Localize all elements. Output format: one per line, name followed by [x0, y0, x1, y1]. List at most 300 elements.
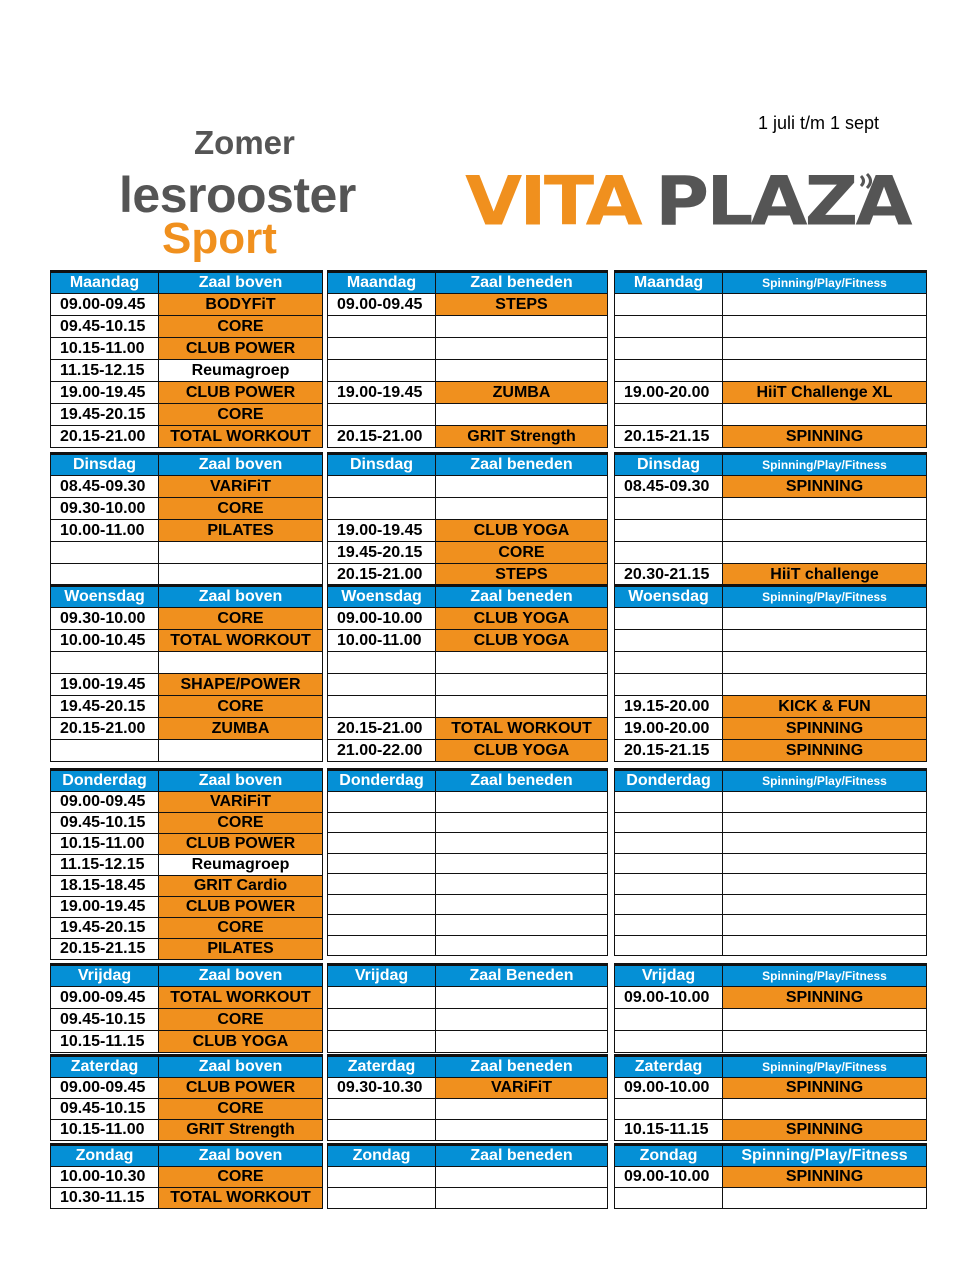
table-row — [328, 718, 608, 740]
room-header: Zaal beneden — [436, 454, 608, 476]
class-cell — [436, 674, 608, 696]
table-row — [615, 915, 927, 936]
class-cell: SPINNING — [723, 1120, 927, 1141]
class-cell: CLUB YOGA — [159, 1031, 323, 1053]
class-cell — [436, 652, 608, 674]
time-cell — [328, 674, 436, 696]
time-cell: 10.15-11.00 — [51, 834, 159, 855]
table-row — [51, 382, 323, 404]
schedule-boven-vrijdag — [50, 963, 323, 1053]
logo-part-2: PLAZA — [655, 162, 910, 242]
time-cell: 19.45-20.15 — [51, 918, 159, 939]
time-cell: 19.00-20.00 — [615, 718, 723, 740]
table-row — [328, 1078, 608, 1099]
room-header: Zaal boven — [159, 1056, 323, 1078]
day-header: Woensdag — [328, 586, 436, 608]
table-row — [51, 542, 323, 564]
table-row — [615, 542, 927, 564]
logo-part-1: VITA — [465, 162, 640, 242]
time-cell: 09.45-10.15 — [51, 813, 159, 834]
room-header: Spinning/Play/Fitness — [723, 272, 927, 294]
table-row — [328, 894, 608, 915]
room-header: Zaal Beneden — [436, 965, 608, 987]
time-cell: 11.15-12.15 — [51, 855, 159, 876]
time-cell — [328, 360, 436, 382]
time-cell — [615, 674, 723, 696]
time-cell: 09.00-10.00 — [328, 608, 436, 630]
table-row — [615, 812, 927, 833]
class-cell — [436, 812, 608, 833]
table-row — [51, 740, 323, 762]
table-row — [615, 874, 927, 895]
class-cell: GRIT Strength — [159, 1120, 323, 1141]
table-row — [51, 1031, 323, 1053]
table-row — [615, 853, 927, 874]
time-cell — [328, 1188, 436, 1209]
class-cell: CLUB POWER — [159, 897, 323, 918]
table-row — [615, 476, 927, 498]
table-row — [328, 520, 608, 542]
table-row — [615, 1120, 927, 1141]
time-cell — [615, 1031, 723, 1053]
class-cell: SHAPE/POWER — [159, 674, 323, 696]
table-row — [328, 874, 608, 895]
table-row — [615, 718, 927, 740]
table-row — [328, 1099, 608, 1120]
time-cell: 10.15-11.15 — [615, 1120, 723, 1141]
class-cell — [723, 404, 927, 426]
class-cell — [723, 915, 927, 936]
class-cell — [723, 498, 927, 520]
time-cell: 19.00-19.45 — [51, 674, 159, 696]
schedule-spinning-donderdag — [614, 768, 927, 956]
table-row — [51, 520, 323, 542]
time-cell: 20.15-21.15 — [51, 939, 159, 960]
time-cell: 08.45-09.30 — [615, 476, 723, 498]
table-row — [328, 382, 608, 404]
day-header: Donderdag — [615, 770, 723, 792]
class-cell — [436, 894, 608, 915]
table-row — [51, 792, 323, 813]
class-cell — [723, 1031, 927, 1053]
schedule-beneden-dinsdag — [327, 452, 608, 586]
table-row — [615, 426, 927, 448]
class-cell: BODYFiT — [159, 294, 323, 316]
class-cell: Reumagroep — [159, 360, 323, 382]
table-row — [51, 1120, 323, 1141]
time-cell — [328, 833, 436, 854]
class-cell — [723, 294, 927, 316]
table-row — [51, 630, 323, 652]
class-cell — [436, 874, 608, 895]
time-cell — [328, 874, 436, 895]
class-cell — [436, 338, 608, 360]
table-row — [615, 792, 927, 813]
class-cell — [436, 1099, 608, 1120]
time-cell — [328, 316, 436, 338]
class-cell — [723, 792, 927, 813]
class-cell — [723, 360, 927, 382]
table-row — [51, 834, 323, 855]
class-cell: CORE — [436, 542, 608, 564]
schedule-beneden-maandag — [327, 270, 608, 448]
time-cell — [615, 542, 723, 564]
table-row — [615, 987, 927, 1009]
time-cell: 08.45-09.30 — [51, 476, 159, 498]
class-cell: SPINNING — [723, 718, 927, 740]
class-cell: STEPS — [436, 294, 608, 316]
table-row — [328, 360, 608, 382]
schedule-spinning-maandag — [614, 270, 927, 448]
day-header: Vrijdag — [51, 965, 159, 987]
class-cell: CORE — [159, 608, 323, 630]
table-row — [328, 696, 608, 718]
schedule-spinning-zaterdag — [614, 1054, 927, 1141]
day-header: Dinsdag — [328, 454, 436, 476]
class-cell — [436, 1188, 608, 1209]
table-row — [615, 674, 927, 696]
time-cell — [328, 915, 436, 936]
time-cell: 09.00-09.45 — [328, 294, 436, 316]
time-cell: 18.15-18.45 — [51, 876, 159, 897]
schedule-boven-donderdag — [50, 768, 323, 960]
table-row — [615, 1031, 927, 1053]
time-cell: 20.15-21.00 — [51, 718, 159, 740]
vitaplaza-logo — [455, 162, 910, 242]
time-cell — [615, 652, 723, 674]
table-row — [328, 674, 608, 696]
time-cell: 20.15-21.00 — [51, 426, 159, 448]
class-cell — [436, 696, 608, 718]
time-cell — [328, 935, 436, 956]
time-cell — [615, 812, 723, 833]
time-cell: 10.00-10.45 — [51, 630, 159, 652]
room-header: Zaal boven — [159, 965, 323, 987]
class-cell: CLUB YOGA — [436, 630, 608, 652]
time-cell: 20.15-21.15 — [615, 426, 723, 448]
table-row — [615, 1099, 927, 1120]
table-row — [328, 652, 608, 674]
table-row — [328, 542, 608, 564]
time-cell: 19.45-20.15 — [51, 696, 159, 718]
class-cell: CORE — [159, 404, 323, 426]
room-header: Spinning/Play/Fitness — [723, 770, 927, 792]
table-row — [51, 1009, 323, 1031]
class-cell: GRIT Strength — [436, 426, 608, 448]
page-title-lesrooster: lesrooster — [119, 167, 356, 223]
room-header: Spinning/Play/Fitness — [723, 965, 927, 987]
time-cell: 20.15-21.00 — [328, 564, 436, 586]
table-row — [615, 1188, 927, 1209]
room-header: Spinning/Play/Fitness — [723, 586, 927, 608]
room-header: Zaal boven — [159, 770, 323, 792]
class-cell — [723, 812, 927, 833]
time-cell: 19.00-19.45 — [51, 382, 159, 404]
class-cell: CORE — [159, 918, 323, 939]
class-cell: CORE — [159, 316, 323, 338]
time-cell — [615, 894, 723, 915]
table-row — [51, 855, 323, 876]
class-cell: CORE — [159, 1167, 323, 1188]
time-cell: 20.15-21.00 — [328, 718, 436, 740]
class-cell — [159, 652, 323, 674]
schedule-boven-dinsdag — [50, 452, 323, 586]
class-cell — [723, 1099, 927, 1120]
table-row — [328, 338, 608, 360]
schedule-beneden-zaterdag — [327, 1054, 608, 1141]
table-row — [615, 498, 927, 520]
time-cell — [615, 935, 723, 956]
class-cell: TOTAL WORKOUT — [159, 426, 323, 448]
time-cell: 10.30-11.15 — [51, 1188, 159, 1209]
class-cell: SPINNING — [723, 1167, 927, 1188]
class-cell: PILATES — [159, 939, 323, 960]
time-cell: 09.00-10.00 — [615, 987, 723, 1009]
day-header: Zondag — [615, 1145, 723, 1167]
table-row — [615, 1167, 927, 1188]
time-cell — [51, 564, 159, 586]
class-cell — [436, 987, 608, 1009]
table-row — [615, 316, 927, 338]
table-row — [615, 608, 927, 630]
time-cell — [615, 1188, 723, 1209]
time-cell: 09.00-09.45 — [51, 792, 159, 813]
day-header: Zaterdag — [51, 1056, 159, 1078]
class-cell: STEPS — [436, 564, 608, 586]
table-row — [328, 608, 608, 630]
table-row — [51, 564, 323, 586]
table-row — [615, 382, 927, 404]
day-header: Zondag — [328, 1145, 436, 1167]
table-row — [51, 718, 323, 740]
time-cell: 19.45-20.15 — [328, 542, 436, 564]
time-cell — [615, 874, 723, 895]
class-cell — [436, 1009, 608, 1031]
time-cell — [328, 652, 436, 674]
time-cell — [328, 1099, 436, 1120]
table-row — [51, 608, 323, 630]
class-cell: CLUB POWER — [159, 834, 323, 855]
room-header: Zaal beneden — [436, 272, 608, 294]
class-cell: ZUMBA — [436, 382, 608, 404]
table-row — [615, 652, 927, 674]
schedule-beneden-woensdag — [327, 584, 608, 762]
time-cell — [51, 740, 159, 762]
class-cell — [723, 316, 927, 338]
class-cell — [723, 894, 927, 915]
table-row — [328, 833, 608, 854]
table-row — [615, 564, 927, 586]
class-cell: CORE — [159, 696, 323, 718]
class-cell — [436, 935, 608, 956]
time-cell: 09.30-10.30 — [328, 1078, 436, 1099]
class-cell: VARiFiT — [436, 1078, 608, 1099]
time-cell — [615, 360, 723, 382]
table-row — [615, 294, 927, 316]
class-cell: ZUMBA — [159, 718, 323, 740]
class-cell — [159, 542, 323, 564]
class-cell — [159, 740, 323, 762]
period-label: 1 juli t/m 1 sept — [758, 113, 880, 133]
table-row — [615, 894, 927, 915]
class-cell: CORE — [159, 813, 323, 834]
table-row — [51, 1099, 323, 1120]
class-cell: CORE — [159, 1099, 323, 1120]
day-header: Maandag — [51, 272, 159, 294]
time-cell — [328, 853, 436, 874]
class-cell: TOTAL WORKOUT — [159, 630, 323, 652]
time-cell: 19.00-20.00 — [615, 382, 723, 404]
time-cell: 10.00-11.00 — [51, 520, 159, 542]
class-cell — [723, 674, 927, 696]
room-header: Zaal beneden — [436, 1145, 608, 1167]
time-cell: 10.00-10.30 — [51, 1167, 159, 1188]
time-cell: 19.00-19.45 — [328, 520, 436, 542]
schedule-spinning-woensdag — [614, 584, 927, 762]
table-row — [328, 498, 608, 520]
class-cell — [436, 316, 608, 338]
class-cell — [723, 874, 927, 895]
schedule-spinning-zondag — [614, 1143, 927, 1209]
table-row — [328, 915, 608, 936]
day-header: Zondag — [51, 1145, 159, 1167]
table-row — [328, 1031, 608, 1053]
table-row — [328, 404, 608, 426]
class-cell — [723, 520, 927, 542]
table-row — [51, 813, 323, 834]
time-cell: 09.45-10.15 — [51, 1009, 159, 1031]
time-cell: 19.00-19.45 — [328, 382, 436, 404]
class-cell: TOTAL WORKOUT — [159, 1188, 323, 1209]
table-row — [51, 1078, 323, 1099]
time-cell — [615, 294, 723, 316]
room-header: Zaal boven — [159, 272, 323, 294]
room-header: Spinning/Play/Fitness — [723, 1145, 927, 1167]
time-cell: 09.00-09.45 — [51, 1078, 159, 1099]
time-cell — [615, 338, 723, 360]
time-cell — [328, 1009, 436, 1031]
day-header: Maandag — [328, 272, 436, 294]
table-row — [615, 1009, 927, 1031]
time-cell: 19.15-20.00 — [615, 696, 723, 718]
time-cell — [615, 853, 723, 874]
table-row — [328, 426, 608, 448]
table-row — [51, 476, 323, 498]
time-cell: 10.15-11.15 — [51, 1031, 159, 1053]
time-cell: 19.00-19.45 — [51, 897, 159, 918]
table-row — [328, 812, 608, 833]
table-row — [51, 652, 323, 674]
day-header: Zaterdag — [615, 1056, 723, 1078]
time-cell: 09.45-10.15 — [51, 1099, 159, 1120]
time-cell — [615, 404, 723, 426]
time-cell: 21.00-22.00 — [328, 740, 436, 762]
time-cell — [328, 987, 436, 1009]
table-row — [51, 918, 323, 939]
table-row — [328, 1120, 608, 1141]
schedule-beneden-donderdag — [327, 768, 608, 956]
time-cell — [615, 608, 723, 630]
class-cell: PILATES — [159, 520, 323, 542]
class-cell: CORE — [159, 498, 323, 520]
time-cell — [615, 316, 723, 338]
schedule-boven-zaterdag — [50, 1054, 323, 1141]
class-cell: VARiFiT — [159, 476, 323, 498]
day-header: Dinsdag — [51, 454, 159, 476]
table-row — [615, 740, 927, 762]
time-cell — [615, 833, 723, 854]
class-cell: HiiT challenge — [723, 564, 927, 586]
class-cell — [436, 1167, 608, 1188]
class-cell — [723, 935, 927, 956]
day-header: Donderdag — [328, 770, 436, 792]
day-header: Woensdag — [615, 586, 723, 608]
table-row — [328, 853, 608, 874]
class-cell: TOTAL WORKOUT — [159, 987, 323, 1009]
class-cell — [436, 1031, 608, 1053]
table-row — [615, 520, 927, 542]
room-header: Zaal boven — [159, 1145, 323, 1167]
time-cell — [328, 338, 436, 360]
class-cell: CLUB YOGA — [436, 520, 608, 542]
time-cell: 09.30-10.00 — [51, 608, 159, 630]
time-cell — [615, 520, 723, 542]
class-cell: CLUB YOGA — [436, 608, 608, 630]
time-cell — [615, 792, 723, 813]
class-cell — [723, 853, 927, 874]
class-cell: CLUB POWER — [159, 1078, 323, 1099]
time-cell: 09.45-10.15 — [51, 316, 159, 338]
table-row — [615, 360, 927, 382]
table-row — [51, 426, 323, 448]
class-cell: TOTAL WORKOUT — [436, 718, 608, 740]
table-row — [328, 316, 608, 338]
table-row — [51, 897, 323, 918]
room-header: Zaal boven — [159, 454, 323, 476]
table-row — [51, 498, 323, 520]
schedule-boven-zondag — [50, 1143, 323, 1209]
table-row — [615, 833, 927, 854]
class-cell — [723, 630, 927, 652]
class-cell — [723, 833, 927, 854]
class-cell — [436, 476, 608, 498]
time-cell — [328, 812, 436, 833]
class-cell — [159, 564, 323, 586]
table-row — [51, 696, 323, 718]
table-row — [328, 792, 608, 813]
class-cell — [723, 608, 927, 630]
class-cell: KICK & FUN — [723, 696, 927, 718]
table-row — [51, 338, 323, 360]
table-row — [328, 630, 608, 652]
time-cell: 20.15-21.15 — [615, 740, 723, 762]
class-cell: SPINNING — [723, 426, 927, 448]
table-row — [328, 987, 608, 1009]
table-row — [51, 404, 323, 426]
time-cell — [328, 1031, 436, 1053]
schedule-beneden-zondag — [327, 1143, 608, 1209]
table-row — [328, 294, 608, 316]
time-cell: 11.15-12.15 — [51, 360, 159, 382]
table-row — [51, 876, 323, 897]
class-cell — [723, 1009, 927, 1031]
page-title-zomer: Zomer — [194, 124, 295, 161]
table-row — [615, 696, 927, 718]
day-header: Maandag — [615, 272, 723, 294]
table-row — [51, 294, 323, 316]
page-title-sport: Sport — [162, 214, 277, 263]
class-cell: CORE — [159, 1009, 323, 1031]
